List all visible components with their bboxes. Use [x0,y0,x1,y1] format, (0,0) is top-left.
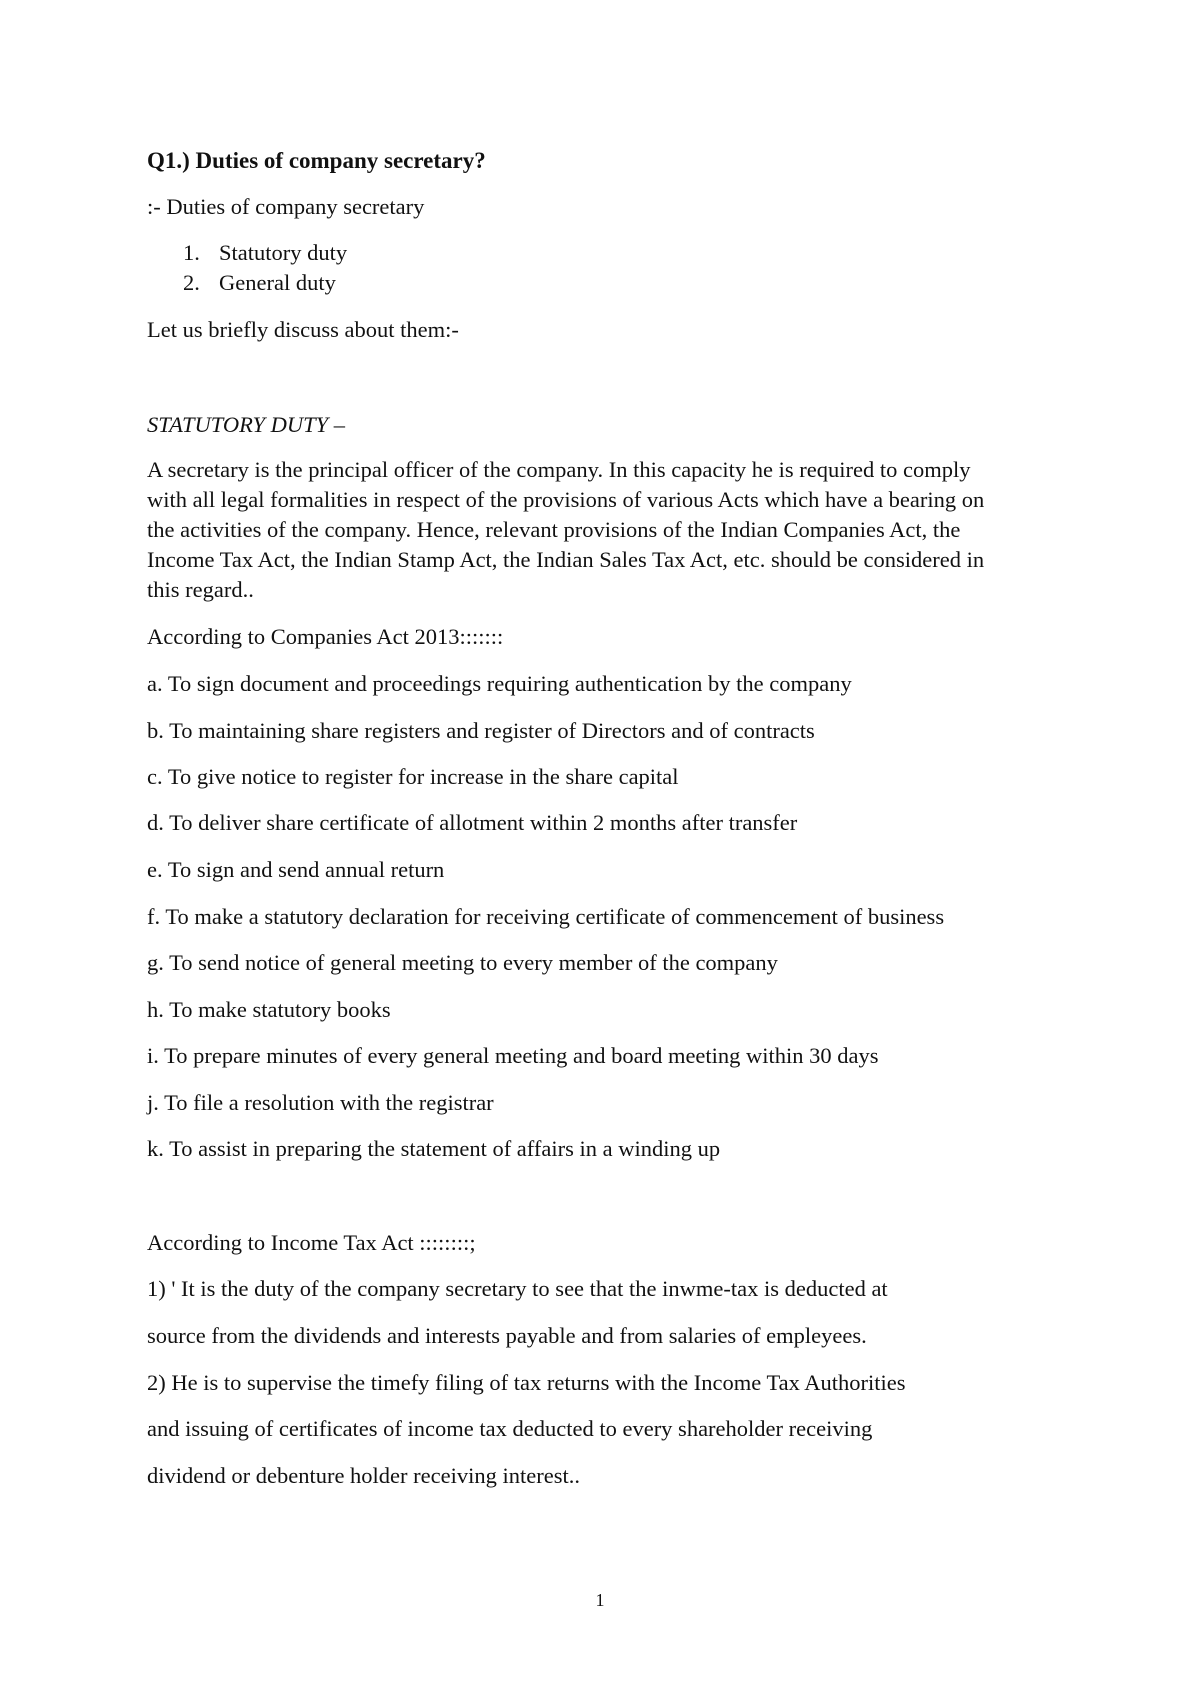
list-item: c. To give notice to register for increase in the share capital [147,764,679,789]
list-item: e. To sign and send annual return [147,857,445,882]
statutory-duty-heading: STATUTORY DUTY – [147,412,345,437]
list-item: i. To prepare minutes of every general meeting and board meeting within 30 days [147,1043,879,1068]
paragraph-line: 1) ' It is the duty of the company secretary to see that the inwme-tax is deducted at [147,1276,888,1301]
list-item-text: General duty [219,270,336,295]
income-tax-heading: According to Income Tax Act ::::::::; [147,1230,476,1255]
list-item: j. To file a resolution with the registrar [147,1090,494,1115]
intro-line: :- Duties of company secretary [147,194,425,219]
companies-act-heading: According to Companies Act 2013::::::: [147,624,504,649]
list-item: f. To make a statutory declaration for receiving certificate of commencement of business [147,904,945,929]
list-item: k. To assist in preparing the statement of affairs in a winding up [147,1136,721,1161]
paragraph-line: the activities of the company. Hence, relevant provisions of the Indian Companies Act, the [147,517,961,542]
list-item-number: 2. [183,270,200,295]
paragraph-line: Income Tax Act, the Indian Stamp Act, the Indian Sales Tax Act, etc. should be considered in [147,547,985,572]
list-item: d. To deliver share certificate of allotment within 2 months after transfer [147,810,798,835]
paragraph-line: 2) He is to supervise the timefy filing of tax returns with the Income Tax Authorities [147,1370,906,1395]
list-item: h. To make statutory books [147,997,391,1022]
paragraph-line: this regard.. [147,577,254,602]
list-item: b. To maintaining share registers and register of Directors and of contracts [147,718,815,743]
list-item-text: Statutory duty [219,240,348,265]
paragraph-line: A secretary is the principal officer of the company. In this capacity he is required to comply [147,457,971,482]
page-number: 1 [595,1590,605,1610]
list-item: g. To send notice of general meeting to every member of the company [147,950,778,975]
list-item-number: 1. [183,240,200,265]
paragraph-line: and issuing of certificates of income tax deducted to every shareholder receiving [147,1416,873,1441]
lead-in-line: Let us briefly discuss about them:- [147,317,459,342]
paragraph-line: source from the dividends and interests payable and from salaries of empleyees. [147,1323,867,1348]
paragraph-line: dividend or debenture holder receiving interest.. [147,1463,580,1488]
list-item: a. To sign document and proceedings requiring authentication by the company [147,671,852,696]
question-title: Q1.) Duties of company secretary? [147,148,486,173]
paragraph-line: with all legal formalities in respect of the provisions of various Acts which have a bearing on [147,487,985,512]
